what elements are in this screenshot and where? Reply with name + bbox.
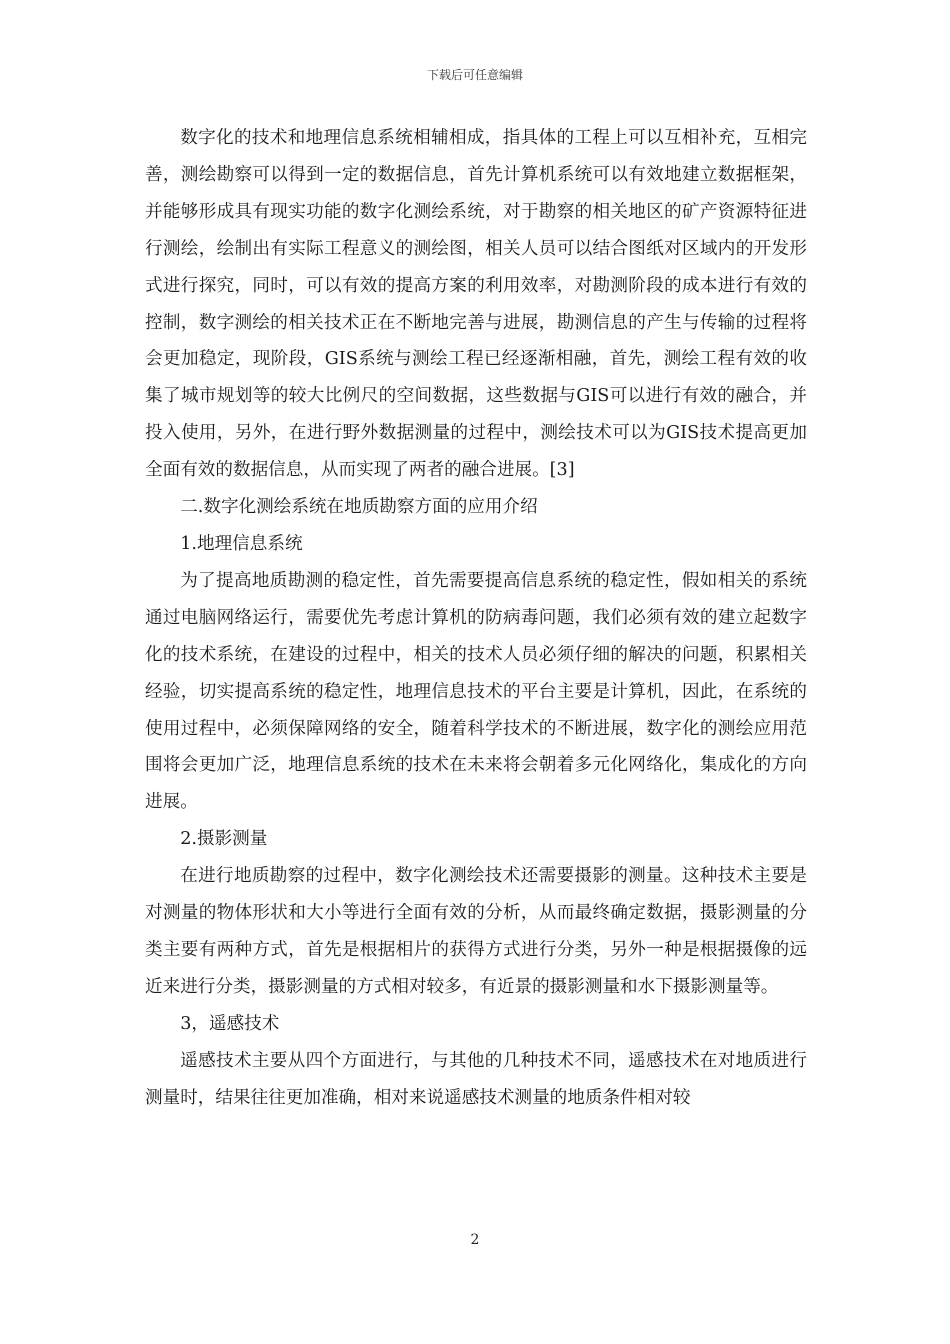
paragraph: 在进行地质勘察的过程中，数字化测绘技术还需要摄影的测量。这种技术主要是对测量的物体形状和大小等进行全面有效的分析，从而最终确定数据，摄影测量的分类主要有两种方式，首先是根据相片的获得方式进行分类，另外一种是根据摄像的远近来进行分类，摄影测量的方式相对较多，有近景的摄影测量和水下摄影测量等。 (145, 866, 807, 997)
page-header: 下载后可任意编辑 (426, 68, 523, 82)
paragraph: 为了提高地质勘测的稳定性，首先需要提高信息系统的稳定性，假如相关的系统通过电脑网络运行，需要优先考虑计算机的防病毒问题，我们必须有效的建立起数字化的技术系统，在建设的过程中，相关的技术人员必须仔细的解决的问题，积累相关经验，切实提高系统的稳定性，地理信息技术的平台主要是计算机，因此，在系统的使用过程中，必须保障网络的安全，随着科学技术的不断进展，数字化的测绘应用范围将会更加广泛，地理信息系统的技术在未来将会朝着多元化网络化，集成化的方向进展。 (145, 570, 807, 813)
subsection-heading: 2.摄影测量 (180, 829, 268, 850)
page-number: 2 (470, 1232, 480, 1248)
section-heading: 二.数字化测绘系统在地质勘察方面的应用介绍 (180, 497, 538, 518)
subsection-heading: 3，遥感技术 (180, 1013, 280, 1034)
subsection-heading: 1.地理信息系统 (180, 533, 303, 554)
paragraph: 遥感技术主要从四个方面进行，与其他的几种技术不同，遥感技术在对地质进行测量时，结果往往更加准确，相对来说遥感技术测量的地质条件相对较 (145, 1050, 807, 1108)
document-body (145, 120, 807, 1116)
paragraph: 数字化的技术和地理信息系统相辅相成，指具体的工程上可以互相补充，互相完善，测绘勘察可以得到一定的数据信息，首先计算机系统可以有效地建立数据框架，并能够形成具有现实功能的数字化测绘系统，对于勘察的相关地区的矿产资源特征进行测绘，绘制出有实际工程意义的测绘图，相关人员可以结合图纸对区域内的开发形式进行探究，同时，可以有效的提高方案的利用效率，对勘测阶段的成本进行有效的控制，数字测绘的相关技术正在不断地完善与进展，勘测信息的产生与传输的过程将会更加稳定，现阶段，GIS系统与测绘工程已经逐渐相融，首先，测绘工程有效的收集了城市规划等的较大比例尺的空间数据，这些数据与GIS可以进行有效的融合，并投入使用，另外，在进行野外数据测量的过程中，测绘技术可以为GIS技术提高更加全面有效的数据信息，从而实现了两者的融合进展。[3] (145, 128, 807, 481)
